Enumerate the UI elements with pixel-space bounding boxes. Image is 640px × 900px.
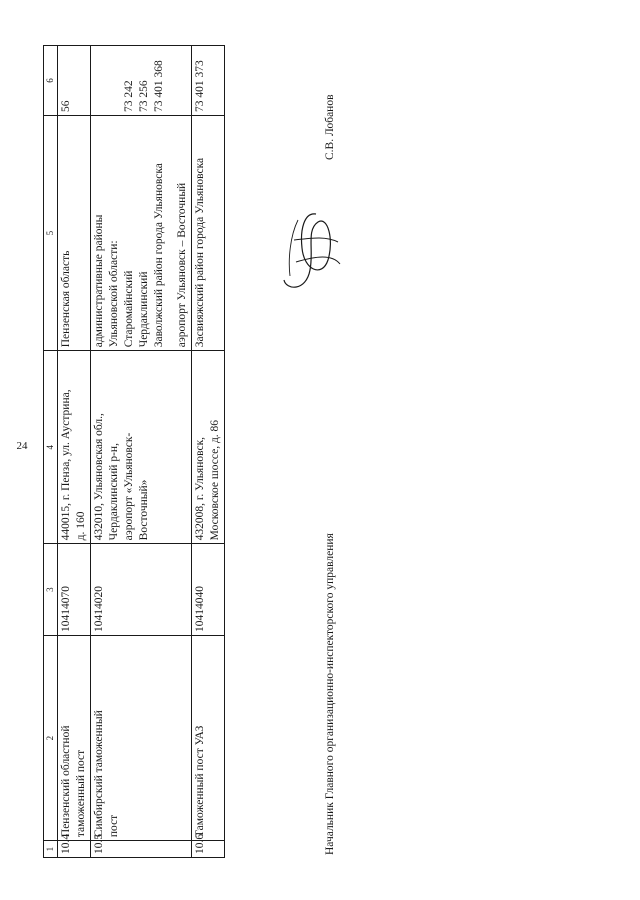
customs-posts-table [43,45,225,858]
address-line: д. 160 [75,511,87,541]
column-number-4: 4 [44,351,58,544]
address-line: Московское шоссе, д. 86 [209,419,221,541]
post-name-line: Пензенский областной [60,725,72,838]
column-number-6: 6 [44,46,58,116]
signatory-position: Начальник Главного организационно-инспекторского управления [324,533,336,855]
table-row [58,46,91,858]
post-code: 10414070 [58,544,91,636]
handwritten-signature [276,200,346,300]
okato-line: 73 256 [138,80,150,113]
region-line: Засвияжский район города Ульяновска [194,157,206,348]
post-name-line: Симбирский таможенный [93,710,105,838]
post-name [91,636,192,841]
post-name-line: пост [108,814,120,838]
address-line: 432010, Ульяновская обл., [93,413,105,541]
region-line: административные районы [93,214,105,348]
okato-line: 73 401 373 [194,60,206,113]
post-code: 10414020 [91,544,192,636]
post-address [58,351,91,544]
region-line: Пензенская область [60,250,72,348]
okato-code [192,46,225,116]
post-name-line: Таможенный пост УАЗ [194,725,206,838]
table-row [192,46,225,858]
okato-line [107,49,122,112]
okato-line: 56 [60,100,72,113]
okato-line: 73 242 [123,80,135,113]
post-name [192,636,225,841]
post-address [192,351,225,544]
row-number: 10.5 [91,841,192,858]
column-number-5: 5 [44,116,58,351]
row-number: 10.4 [58,841,91,858]
address-line: аэропорт «Ульяновск- [123,432,135,541]
address-line: 440015, г. Пенза, ул. Аустрина, [60,389,72,541]
post-code: 10414040 [192,544,225,636]
region-line: Ульяновской области: [108,240,120,348]
region-line: аэропорт Ульяновск – Восточный [176,182,188,348]
row-number: 10.6 [192,841,225,858]
region [192,116,225,351]
page-number: 24 [16,440,28,452]
column-number-2: 2 [44,636,58,841]
column-number-3: 3 [44,544,58,636]
column-number-1: 1 [44,841,58,858]
region-spacer [167,119,175,347]
okato-line [92,49,107,112]
post-address [91,351,192,544]
address-line: Восточный» [138,479,150,541]
okato-code [91,46,192,116]
region-line: Чердаклинский [138,271,150,348]
address-line: 432008, г. Ульяновск, [194,436,206,541]
table-row [91,46,192,858]
region [58,116,91,351]
region-line: Старомайнский [123,270,135,348]
signatory-name: С.В. Лобанов [324,94,336,160]
address-line: Чердаклинский р-н, [108,443,120,541]
region-line: Заволжский район города Ульяновска [153,163,165,348]
table-header-row [44,46,58,858]
region [91,116,192,351]
okato-line: 73 401 368 [153,60,165,113]
okato-code [58,46,91,116]
post-name-line: таможенный пост [75,749,87,838]
post-name [58,636,91,841]
